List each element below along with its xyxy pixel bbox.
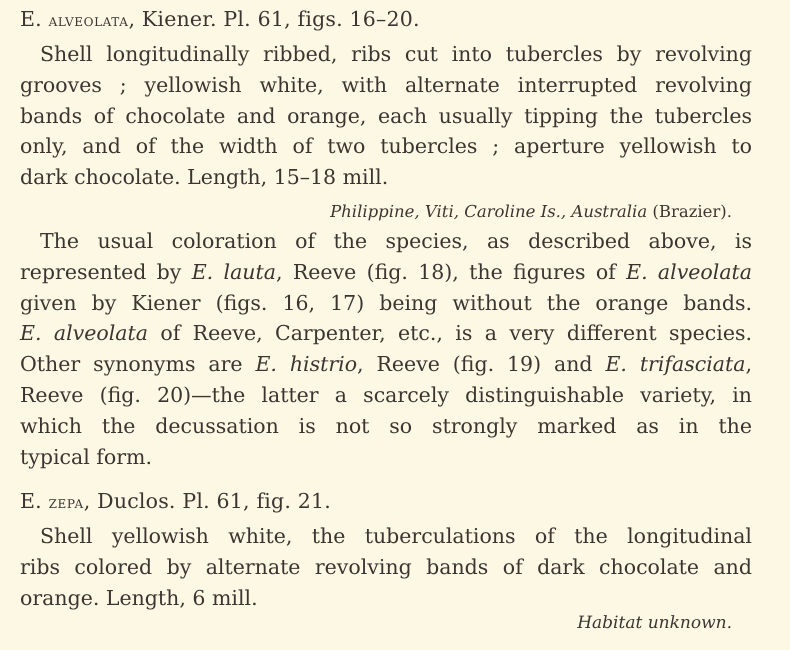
species-genus: E. (20, 7, 49, 31)
remarks-text: represented by (20, 259, 192, 284)
description-line: only, and of the width of two tubercles ; aperture yellowish to (20, 134, 752, 159)
species-citation: , Kiener. Pl. 61, figs. 16–20. (128, 7, 420, 31)
remarks-text: , Reeve (fig. 18), the figures of (275, 259, 627, 284)
description-line: dark chocolate. Length, 15–18 mill. (20, 165, 389, 190)
locality-places: Philippine, Viti, Caroline Is., Australia (330, 202, 648, 221)
description-line: bands of chocolate and orange, each usually tipping the tubercles (20, 103, 752, 128)
locality-line (330, 197, 732, 228)
remarks-line (20, 318, 752, 349)
species-name: zepa (48, 492, 84, 512)
species-name: alveolata (48, 10, 129, 30)
remarks-line (20, 349, 752, 380)
species-description-zepa (20, 521, 752, 613)
synonym-name: E. alveolata (20, 321, 148, 346)
remarks-text: , (745, 352, 752, 377)
locality-source: (Brazier). (647, 202, 732, 221)
species-description-alveolata (20, 39, 752, 193)
remarks-line: The usual coloration of the species, as described above, is (40, 229, 752, 253)
species-remarks-alveolata (20, 226, 752, 472)
remarks-line: which the decussation is not so strongly marked as in the (20, 413, 752, 438)
synonym-name: E. trifasciata (605, 352, 746, 377)
remarks-line: given by Kiener (figs. 16, 17) being without the orange bands. (20, 290, 752, 315)
description-line: Shell longitudinally ribbed, ribs cut into tubercles by revolving (40, 42, 752, 66)
species-citation: , Duclos. Pl. 61, fig. 21. (83, 489, 331, 513)
description-line: ribs colored by alternate revolving bands of dark chocolate and (20, 554, 752, 579)
remarks-line (20, 257, 752, 288)
remarks-text: Other synonyms are (20, 352, 256, 377)
synonym-name: E. lauta (191, 259, 276, 284)
remarks-line: typical form. (20, 444, 152, 469)
description-line: Shell yellowish white, the tuberculations of the longitudinal (40, 524, 752, 548)
description-line: grooves ; yellowish white, with alternate interrupted revolving (20, 72, 752, 97)
species-genus: E. (20, 489, 49, 513)
species-heading-zepa (20, 486, 331, 518)
synonym-name: E. alveolata (626, 259, 752, 284)
synonym-name: E. histrio (255, 352, 358, 377)
description-line: orange. Length, 6 mill. (20, 585, 258, 610)
habitat-line: Habitat unknown. (577, 613, 732, 633)
species-heading-alveolata (20, 4, 420, 36)
remarks-text: of Reeve, Carpenter, etc., is a very different species. (147, 321, 752, 346)
remarks-line: Reeve (fig. 20)—the latter a scarcely distinguishable variety, in (20, 382, 752, 407)
remarks-text: , Reeve (fig. 19) and (357, 352, 606, 377)
